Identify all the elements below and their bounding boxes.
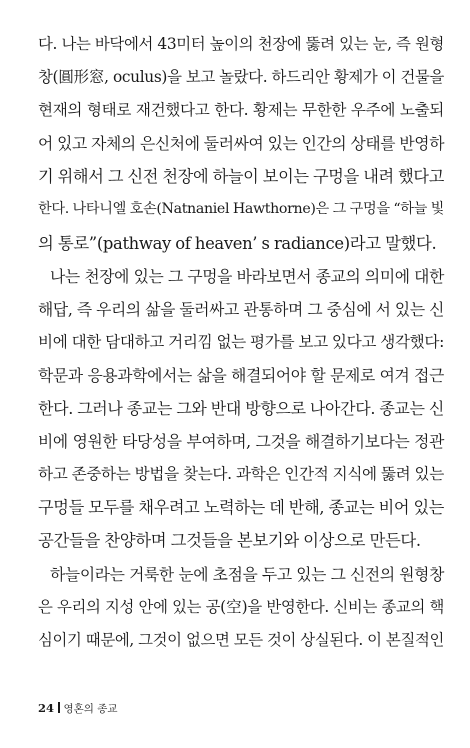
- footer-divider: [58, 702, 60, 713]
- text-line: 나는 천장에 있는 그 구멍을 바라보면서 종교의 의미에 대한: [50, 266, 444, 286]
- text-line: 다. 나는 바닥에서 43미터 높이의 천장에 뚫려 있는 눈, 즉 원형: [38, 35, 444, 53]
- text-line: 한다. 나타니엘 호손(Natnaniel Hawthorne)은 그 구멍을 “하늘 빛: [38, 201, 444, 218]
- text-line: 하늘이라는 거룩한 눈에 초점을 두고 있는 그 신전의 원형창: [50, 564, 444, 584]
- text-line: 심이기 때문에, 그것이 없으면 모든 것이 상실된다. 이 본질적인: [38, 630, 444, 649]
- text-line: 현재의 형태로 재건했다고 한다. 황제는 무한한 우주에 노출되: [38, 101, 444, 120]
- text-line: 하고 존중하는 방법을 찾는다. 과학은 인간적 지식에 뚫려 있는: [38, 465, 444, 484]
- paragraph-1: [38, 28, 444, 260]
- page-footer: [38, 701, 118, 716]
- text-line: 기 위해서 그 신전 천장에 하늘이 보이는 구멍을 내려 했다고: [38, 167, 444, 187]
- text-line: 비에 영원한 타당성을 부여하며, 그것을 해결하기보다는 정관: [38, 432, 444, 452]
- text-line: 의 통로”(pathway of heaven’ s radiance)라고 말했다.: [38, 233, 437, 253]
- body-text: [38, 28, 444, 657]
- paragraph-2: [38, 260, 444, 558]
- page-number: 24: [38, 701, 55, 715]
- text-line: 학문과 응용과학에서는 삶을 해결되어야 할 문제로 여겨 접근: [38, 365, 444, 385]
- text-line: 어 있고 자체의 은신처에 둘러싸여 있는 인간의 상태를 반영하: [38, 134, 445, 154]
- text-line: 비에 대한 담대하고 거리낌 없는 평가를 보고 있다고 생각했다:: [38, 332, 444, 351]
- text-line: 공간들을 찬양하며 그것들을 본보기와 이상으로 만든다.: [38, 531, 421, 551]
- text-line: 구멍들 모두를 채우려고 노력하는 데 반해, 종교는 비어 있는: [38, 498, 445, 518]
- text-line: 한다. 그러나 종교는 그와 반대 방향으로 나아간다. 종교는 신: [38, 399, 444, 419]
- text-line: 창(圓形窓, oculus)을 보고 놀랐다. 하드리안 황제가 이 건물을: [38, 68, 444, 87]
- running-title: 영혼의 종교: [63, 703, 118, 715]
- paragraph-3: [38, 558, 444, 657]
- text-line: 은 우리의 지성 안에 있는 공(空)을 반영한다. 신비는 종교의 핵: [38, 597, 444, 616]
- text-line: 해답, 즉 우리의 삶을 둘러싸고 관통하며 그 중심에 서 있는 신: [38, 299, 444, 319]
